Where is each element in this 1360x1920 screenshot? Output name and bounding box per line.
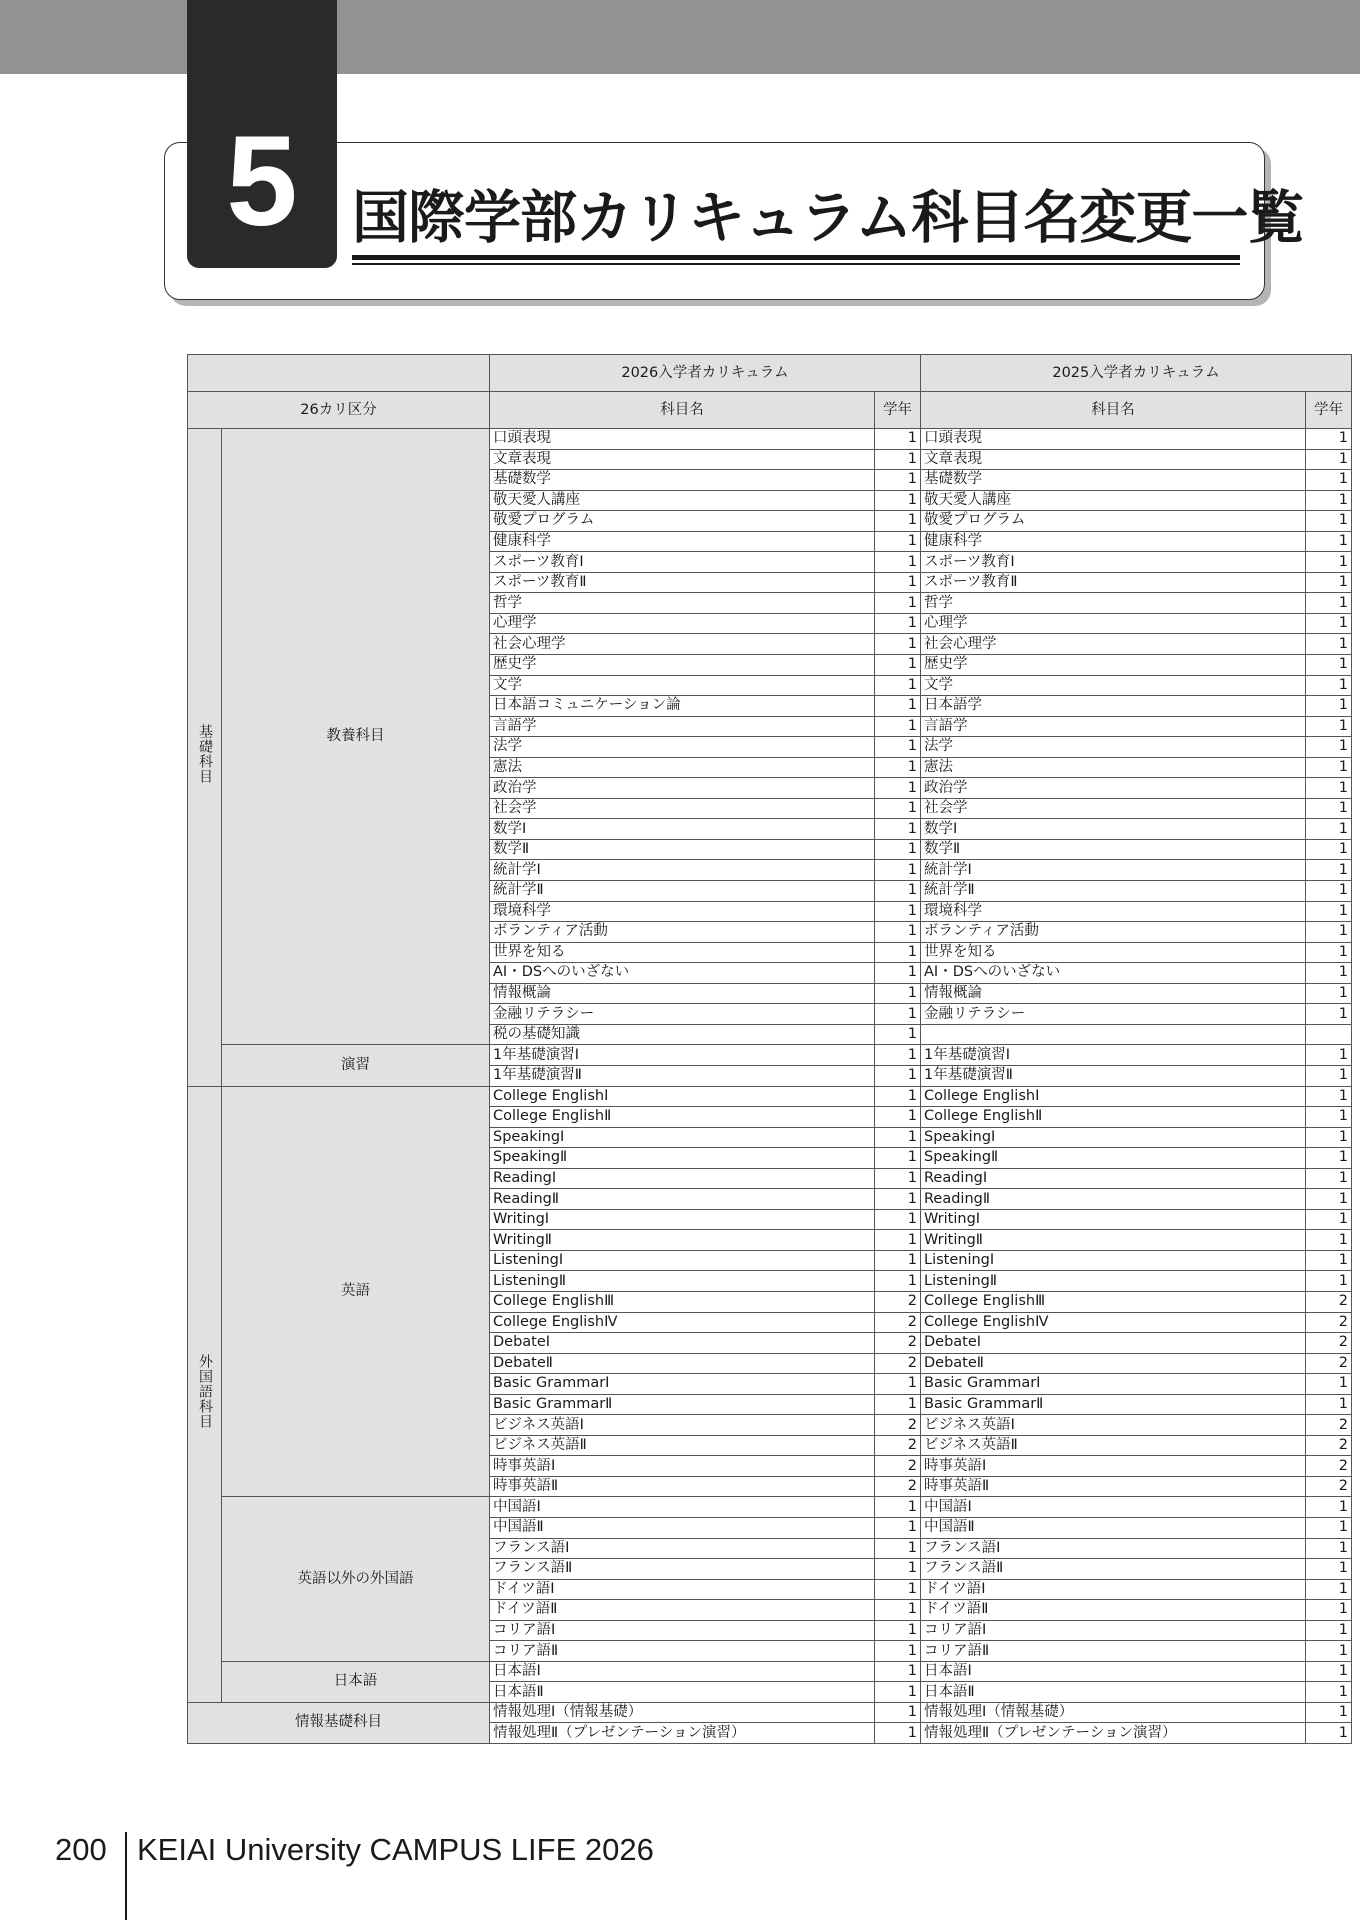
title-underline-thin xyxy=(352,263,1240,265)
subject-2026: ListeningⅠ xyxy=(490,1250,875,1271)
subject-2025: 基礎数学 xyxy=(921,470,1306,491)
year-2026: 1 xyxy=(875,1620,921,1641)
chapter-title: 国際学部カリキュラム科目名変更一覧 xyxy=(352,185,1304,251)
subject-2025: 情報概論 xyxy=(921,983,1306,1004)
subject-2026: 歴史学 xyxy=(490,655,875,676)
subject-2025: 日本語学 xyxy=(921,696,1306,717)
subject-2026: DebateⅠ xyxy=(490,1333,875,1354)
subject-2026: 中国語Ⅰ xyxy=(490,1497,875,1518)
subject-2026: ボランティア活動 xyxy=(490,922,875,943)
title-underline xyxy=(352,255,1240,260)
subject-2025: 統計学Ⅱ xyxy=(921,881,1306,902)
subject-2025: 哲学 xyxy=(921,593,1306,614)
subject-2026: ReadingⅡ xyxy=(490,1189,875,1210)
subject-2025: フランス語Ⅱ xyxy=(921,1559,1306,1580)
year-2025: 2 xyxy=(1306,1456,1352,1477)
group-cell xyxy=(188,1086,222,1702)
year-2025: 1 xyxy=(1306,470,1352,491)
subject-2026: 中国語Ⅱ xyxy=(490,1517,875,1538)
subject-2025: ReadingⅠ xyxy=(921,1168,1306,1189)
year-2026: 1 xyxy=(875,1168,921,1189)
year-2026: 1 xyxy=(875,511,921,532)
year-2026: 1 xyxy=(875,860,921,881)
subject-2026: College EnglishⅢ xyxy=(490,1291,875,1312)
subject-2025: Basic GrammarⅠ xyxy=(921,1374,1306,1395)
header-2026: 2026入学者カリキュラム xyxy=(490,355,921,392)
subject-2026: 情報処理Ⅰ（情報基礎） xyxy=(490,1702,875,1723)
year-2025: 2 xyxy=(1306,1435,1352,1456)
subject-2025: ListeningⅠ xyxy=(921,1250,1306,1271)
subject-2025: 歴史学 xyxy=(921,655,1306,676)
year-2025: 1 xyxy=(1306,449,1352,470)
year-2026: 1 xyxy=(875,1086,921,1107)
year-2025: 1 xyxy=(1306,798,1352,819)
subject-2026: 言語学 xyxy=(490,716,875,737)
year-2025: 1 xyxy=(1306,696,1352,717)
year-2025: 1 xyxy=(1306,1209,1352,1230)
year-2025 xyxy=(1306,1024,1352,1045)
subject-2026: 金融リテラシー xyxy=(490,1004,875,1025)
subject-2026: 日本語Ⅱ xyxy=(490,1682,875,1703)
year-2025: 1 xyxy=(1306,1394,1352,1415)
year-2026: 1 xyxy=(875,922,921,943)
year-2026: 1 xyxy=(875,1517,921,1538)
year-2026: 1 xyxy=(875,737,921,758)
subject-2026: フランス語Ⅰ xyxy=(490,1538,875,1559)
subject-2025: 情報処理Ⅱ（プレゼンテーション演習） xyxy=(921,1723,1306,1744)
subject-2026: 税の基礎知識 xyxy=(490,1024,875,1045)
year-2026: 1 xyxy=(875,675,921,696)
year-2026: 1 xyxy=(875,1127,921,1148)
subject-2025: 社会心理学 xyxy=(921,634,1306,655)
subject-2026: 口頭表現 xyxy=(490,429,875,450)
subject-2026: Basic GrammarⅡ xyxy=(490,1394,875,1415)
year-2026: 1 xyxy=(875,655,921,676)
header-2025: 2025入学者カリキュラム xyxy=(921,355,1352,392)
subcategory-cell: 演習 xyxy=(222,1045,490,1086)
subject-2025: College EnglishⅠ xyxy=(921,1086,1306,1107)
year-2025: 1 xyxy=(1306,1538,1352,1559)
subject-2026: 時事英語Ⅰ xyxy=(490,1456,875,1477)
subject-2025: 1年基礎演習Ⅱ xyxy=(921,1065,1306,1086)
year-2025: 1 xyxy=(1306,511,1352,532)
year-2025: 1 xyxy=(1306,757,1352,778)
year-2025: 1 xyxy=(1306,1620,1352,1641)
year-2025: 1 xyxy=(1306,1189,1352,1210)
year-2026: 1 xyxy=(875,1497,921,1518)
page-number: 200 xyxy=(55,1832,107,1867)
subject-2026: 統計学Ⅱ xyxy=(490,881,875,902)
subject-2025: College EnglishⅢ xyxy=(921,1291,1306,1312)
header-subject-2025: 科目名 xyxy=(921,392,1306,429)
subject-2025: ビジネス英語Ⅱ xyxy=(921,1435,1306,1456)
subject-2026: 1年基礎演習Ⅰ xyxy=(490,1045,875,1066)
subject-2025: 政治学 xyxy=(921,778,1306,799)
subject-2025: 憲法 xyxy=(921,757,1306,778)
table-row xyxy=(188,1497,1352,1518)
year-2025: 1 xyxy=(1306,1559,1352,1580)
year-2025: 1 xyxy=(1306,901,1352,922)
subject-2025: AI・DSへのいざない xyxy=(921,963,1306,984)
year-2025: 1 xyxy=(1306,1600,1352,1621)
year-2025: 1 xyxy=(1306,613,1352,634)
subject-2025: College EnglishⅡ xyxy=(921,1107,1306,1128)
curriculum-table xyxy=(187,354,1352,1744)
year-2026: 1 xyxy=(875,1374,921,1395)
year-2026: 1 xyxy=(875,1065,921,1086)
year-2026: 1 xyxy=(875,1702,921,1723)
subject-2026: 情報処理Ⅱ（プレゼンテーション演習） xyxy=(490,1723,875,1744)
subject-2026: ビジネス英語Ⅰ xyxy=(490,1415,875,1436)
year-2025: 2 xyxy=(1306,1415,1352,1436)
header-year-2025: 学年 xyxy=(1306,392,1352,429)
year-2025: 1 xyxy=(1306,983,1352,1004)
year-2026: 2 xyxy=(875,1353,921,1374)
subject-2026: 憲法 xyxy=(490,757,875,778)
year-2026: 1 xyxy=(875,552,921,573)
subject-2026: 政治学 xyxy=(490,778,875,799)
year-2025: 1 xyxy=(1306,1641,1352,1662)
table-row xyxy=(188,1661,1352,1682)
table-row xyxy=(188,1086,1352,1107)
year-2026: 1 xyxy=(875,449,921,470)
year-2026: 2 xyxy=(875,1333,921,1354)
subject-2025: ReadingⅡ xyxy=(921,1189,1306,1210)
group-label: 基礎科目 xyxy=(197,724,213,785)
subject-2025: ビジネス英語Ⅰ xyxy=(921,1415,1306,1436)
table-body xyxy=(188,429,1352,1744)
year-2026: 1 xyxy=(875,1641,921,1662)
subject-2025: WritingⅠ xyxy=(921,1209,1306,1230)
subject-2025: 文章表現 xyxy=(921,449,1306,470)
year-2025: 1 xyxy=(1306,1250,1352,1271)
subject-2026: WritingⅠ xyxy=(490,1209,875,1230)
subject-2026: WritingⅡ xyxy=(490,1230,875,1251)
subject-2026: DebateⅡ xyxy=(490,1353,875,1374)
subject-2025: 世界を知る xyxy=(921,942,1306,963)
year-2025: 1 xyxy=(1306,1127,1352,1148)
subject-2026: 統計学Ⅰ xyxy=(490,860,875,881)
year-2026: 1 xyxy=(875,470,921,491)
subject-2025: WritingⅡ xyxy=(921,1230,1306,1251)
subject-2026: 日本語コミュニケーション論 xyxy=(490,696,875,717)
year-2025: 1 xyxy=(1306,922,1352,943)
subcategory-cell: 英語 xyxy=(222,1086,490,1497)
year-2025: 1 xyxy=(1306,1065,1352,1086)
subject-2025: 金融リテラシー xyxy=(921,1004,1306,1025)
group-label: 外国語科目 xyxy=(197,1353,213,1429)
subcategory-cell: 教養科目 xyxy=(222,429,490,1045)
subject-2026: 数学Ⅱ xyxy=(490,839,875,860)
header-subject-2026: 科目名 xyxy=(490,392,875,429)
subject-2026: 哲学 xyxy=(490,593,875,614)
subject-2026: SpeakingⅡ xyxy=(490,1148,875,1169)
year-2026: 1 xyxy=(875,983,921,1004)
subject-2025: 心理学 xyxy=(921,613,1306,634)
year-2026: 1 xyxy=(875,819,921,840)
year-2026: 1 xyxy=(875,1723,921,1744)
subject-2026: 社会心理学 xyxy=(490,634,875,655)
subject-2026: Basic GrammarⅠ xyxy=(490,1374,875,1395)
header-category: 26カリ区分 xyxy=(188,392,490,429)
year-2025: 1 xyxy=(1306,1004,1352,1025)
subject-2025: 口頭表現 xyxy=(921,429,1306,450)
subject-2026: ReadingⅠ xyxy=(490,1168,875,1189)
year-2025: 1 xyxy=(1306,860,1352,881)
year-2026: 1 xyxy=(875,839,921,860)
subject-2025: 社会学 xyxy=(921,798,1306,819)
year-2026: 1 xyxy=(875,593,921,614)
year-2026: 1 xyxy=(875,1148,921,1169)
year-2025: 2 xyxy=(1306,1333,1352,1354)
subject-2025: 時事英語Ⅱ xyxy=(921,1476,1306,1497)
header-year-2026: 学年 xyxy=(875,392,921,429)
subject-2025 xyxy=(921,1024,1306,1045)
subject-2026: 敬天愛人講座 xyxy=(490,490,875,511)
year-2025: 1 xyxy=(1306,1148,1352,1169)
subject-2025: 法学 xyxy=(921,737,1306,758)
year-2026: 1 xyxy=(875,1209,921,1230)
subject-2025: SpeakingⅠ xyxy=(921,1127,1306,1148)
year-2026: 1 xyxy=(875,942,921,963)
year-2026: 1 xyxy=(875,1004,921,1025)
subject-2026: AI・DSへのいざない xyxy=(490,963,875,984)
year-2025: 2 xyxy=(1306,1291,1352,1312)
year-2026: 1 xyxy=(875,634,921,655)
subject-2025: コリア語Ⅰ xyxy=(921,1620,1306,1641)
subject-2026: 心理学 xyxy=(490,613,875,634)
year-2026: 1 xyxy=(875,778,921,799)
subject-2025: ListeningⅡ xyxy=(921,1271,1306,1292)
subject-2025: College EnglishⅣ xyxy=(921,1312,1306,1333)
subject-2025: DebateⅡ xyxy=(921,1353,1306,1374)
subject-2025: フランス語Ⅰ xyxy=(921,1538,1306,1559)
year-2025: 1 xyxy=(1306,716,1352,737)
year-2026: 1 xyxy=(875,1045,921,1066)
subject-2026: 時事英語Ⅱ xyxy=(490,1476,875,1497)
year-2025: 1 xyxy=(1306,1682,1352,1703)
year-2026: 2 xyxy=(875,1291,921,1312)
year-2026: 1 xyxy=(875,1579,921,1600)
subcategory-cell: 日本語 xyxy=(222,1661,490,1702)
year-2026: 1 xyxy=(875,1394,921,1415)
subject-2026: College EnglishⅠ xyxy=(490,1086,875,1107)
year-2025: 2 xyxy=(1306,1353,1352,1374)
year-2025: 1 xyxy=(1306,1271,1352,1292)
subject-2026: 文章表現 xyxy=(490,449,875,470)
table-row xyxy=(188,1702,1352,1723)
year-2025: 1 xyxy=(1306,655,1352,676)
subject-2026: 基礎数学 xyxy=(490,470,875,491)
subject-2026: 環境科学 xyxy=(490,901,875,922)
subject-2025: スポーツ教育Ⅱ xyxy=(921,572,1306,593)
year-2026: 2 xyxy=(875,1415,921,1436)
subject-2025: 中国語Ⅱ xyxy=(921,1517,1306,1538)
year-2026: 1 xyxy=(875,1559,921,1580)
subject-2026: フランス語Ⅱ xyxy=(490,1559,875,1580)
year-2025: 1 xyxy=(1306,1517,1352,1538)
subject-2026: ドイツ語Ⅰ xyxy=(490,1579,875,1600)
subject-2026: ビジネス英語Ⅱ xyxy=(490,1435,875,1456)
subject-2025: 言語学 xyxy=(921,716,1306,737)
subject-2026: 数学Ⅰ xyxy=(490,819,875,840)
subject-2026: スポーツ教育Ⅰ xyxy=(490,552,875,573)
subject-2026: 日本語Ⅰ xyxy=(490,1661,875,1682)
year-2025: 1 xyxy=(1306,963,1352,984)
subcategory-cell: 英語以外の外国語 xyxy=(222,1497,490,1661)
subject-2025: 時事英語Ⅰ xyxy=(921,1456,1306,1477)
category-cell: 情報基礎科目 xyxy=(188,1702,490,1743)
subject-2025: 敬天愛人講座 xyxy=(921,490,1306,511)
subject-2025: DebateⅠ xyxy=(921,1333,1306,1354)
subject-2026: 文学 xyxy=(490,675,875,696)
year-2026: 1 xyxy=(875,613,921,634)
subject-2025: 1年基礎演習Ⅰ xyxy=(921,1045,1306,1066)
year-2026: 1 xyxy=(875,1600,921,1621)
year-2025: 1 xyxy=(1306,1579,1352,1600)
subject-2026: ListeningⅡ xyxy=(490,1271,875,1292)
year-2026: 1 xyxy=(875,798,921,819)
year-2025: 1 xyxy=(1306,1374,1352,1395)
year-2026: 1 xyxy=(875,490,921,511)
subject-2026: 1年基礎演習Ⅱ xyxy=(490,1065,875,1086)
year-2026: 2 xyxy=(875,1456,921,1477)
footer-title: KEIAI University CAMPUS LIFE 2026 xyxy=(137,1832,654,1867)
year-2025: 1 xyxy=(1306,593,1352,614)
year-2026: 2 xyxy=(875,1312,921,1333)
group-cell xyxy=(188,429,222,1087)
subject-2026: 世界を知る xyxy=(490,942,875,963)
year-2025: 1 xyxy=(1306,1168,1352,1189)
year-2026: 1 xyxy=(875,963,921,984)
subject-2025: ドイツ語Ⅱ xyxy=(921,1600,1306,1621)
subject-2025: ボランティア活動 xyxy=(921,922,1306,943)
table-header-row xyxy=(188,355,1352,392)
subject-2025: 日本語Ⅱ xyxy=(921,1682,1306,1703)
subject-2025: 敬愛プログラム xyxy=(921,511,1306,532)
footer-divider xyxy=(125,1832,127,1920)
year-2025: 1 xyxy=(1306,634,1352,655)
year-2026: 1 xyxy=(875,1538,921,1559)
year-2025: 1 xyxy=(1306,839,1352,860)
subject-2026: College EnglishⅣ xyxy=(490,1312,875,1333)
year-2025: 1 xyxy=(1306,552,1352,573)
year-2025: 1 xyxy=(1306,737,1352,758)
table-row xyxy=(188,429,1352,450)
year-2026: 1 xyxy=(875,1189,921,1210)
year-2026: 1 xyxy=(875,429,921,450)
table-subheader-row xyxy=(188,392,1352,429)
year-2026: 1 xyxy=(875,1024,921,1045)
year-2025: 1 xyxy=(1306,572,1352,593)
subject-2026: 法学 xyxy=(490,737,875,758)
subject-2025: 環境科学 xyxy=(921,901,1306,922)
year-2026: 1 xyxy=(875,696,921,717)
year-2026: 1 xyxy=(875,881,921,902)
year-2025: 1 xyxy=(1306,1661,1352,1682)
year-2025: 1 xyxy=(1306,1086,1352,1107)
subject-2025: 情報処理Ⅰ（情報基礎） xyxy=(921,1702,1306,1723)
subject-2026: スポーツ教育Ⅱ xyxy=(490,572,875,593)
subject-2025: 数学Ⅱ xyxy=(921,839,1306,860)
year-2026: 2 xyxy=(875,1476,921,1497)
year-2025: 1 xyxy=(1306,942,1352,963)
subject-2025: SpeakingⅡ xyxy=(921,1148,1306,1169)
subject-2025: 文学 xyxy=(921,675,1306,696)
year-2026: 1 xyxy=(875,1250,921,1271)
year-2025: 1 xyxy=(1306,429,1352,450)
year-2025: 1 xyxy=(1306,881,1352,902)
year-2026: 2 xyxy=(875,1435,921,1456)
subject-2026: 敬愛プログラム xyxy=(490,511,875,532)
year-2026: 1 xyxy=(875,757,921,778)
year-2025: 1 xyxy=(1306,1497,1352,1518)
year-2025: 1 xyxy=(1306,1230,1352,1251)
header-blank xyxy=(188,355,490,392)
subject-2026: 情報概論 xyxy=(490,983,875,1004)
subject-2025: 健康科学 xyxy=(921,531,1306,552)
table-row xyxy=(188,1045,1352,1066)
year-2026: 1 xyxy=(875,901,921,922)
year-2025: 1 xyxy=(1306,490,1352,511)
year-2026: 1 xyxy=(875,716,921,737)
subject-2026: コリア語Ⅰ xyxy=(490,1620,875,1641)
year-2026: 1 xyxy=(875,1271,921,1292)
year-2025: 1 xyxy=(1306,531,1352,552)
subject-2025: 統計学Ⅰ xyxy=(921,860,1306,881)
subject-2025: スポーツ教育Ⅰ xyxy=(921,552,1306,573)
year-2025: 1 xyxy=(1306,1702,1352,1723)
year-2025: 2 xyxy=(1306,1476,1352,1497)
subject-2026: College EnglishⅡ xyxy=(490,1107,875,1128)
year-2025: 1 xyxy=(1306,778,1352,799)
subject-2025: 日本語Ⅰ xyxy=(921,1661,1306,1682)
subject-2025: Basic GrammarⅡ xyxy=(921,1394,1306,1415)
year-2026: 1 xyxy=(875,572,921,593)
subject-2026: SpeakingⅠ xyxy=(490,1127,875,1148)
year-2025: 1 xyxy=(1306,1107,1352,1128)
subject-2025: 数学Ⅰ xyxy=(921,819,1306,840)
year-2025: 1 xyxy=(1306,1723,1352,1744)
subject-2026: 社会学 xyxy=(490,798,875,819)
subject-2025: コリア語Ⅱ xyxy=(921,1641,1306,1662)
subject-2026: コリア語Ⅱ xyxy=(490,1641,875,1662)
year-2026: 1 xyxy=(875,1682,921,1703)
year-2025: 1 xyxy=(1306,1045,1352,1066)
year-2025: 1 xyxy=(1306,675,1352,696)
subject-2026: ドイツ語Ⅱ xyxy=(490,1600,875,1621)
chapter-number: 5 xyxy=(226,110,298,253)
year-2026: 1 xyxy=(875,1107,921,1128)
year-2025: 1 xyxy=(1306,819,1352,840)
subject-2025: ドイツ語Ⅰ xyxy=(921,1579,1306,1600)
year-2026: 1 xyxy=(875,531,921,552)
year-2025: 2 xyxy=(1306,1312,1352,1333)
year-2026: 1 xyxy=(875,1661,921,1682)
year-2026: 1 xyxy=(875,1230,921,1251)
subject-2025: 中国語Ⅰ xyxy=(921,1497,1306,1518)
subject-2026: 健康科学 xyxy=(490,531,875,552)
